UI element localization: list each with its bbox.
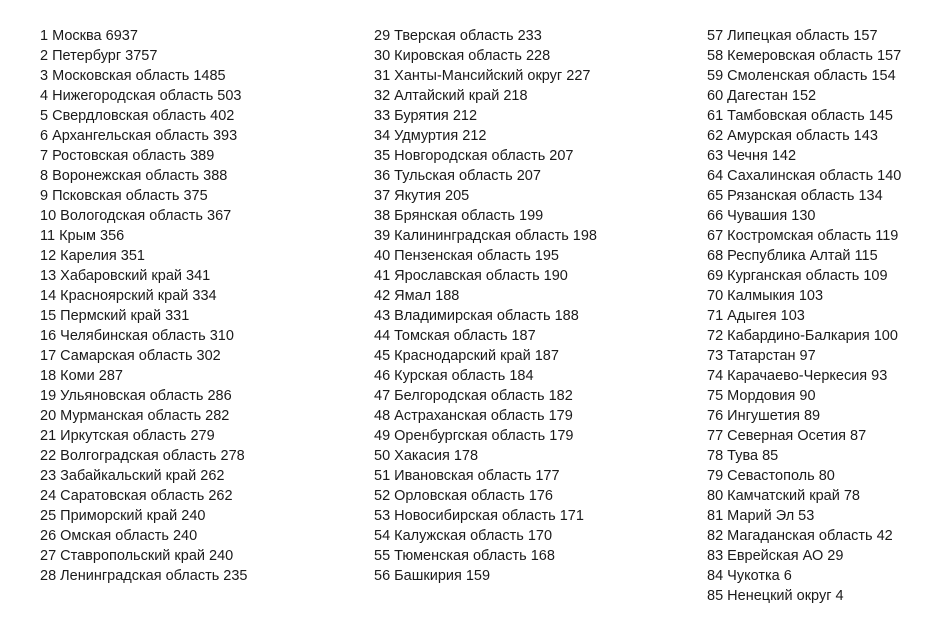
region-row: 78 Тува 85 [707, 448, 779, 464]
region-row: 21 Иркутская область 279 [40, 428, 215, 444]
region-row: 29 Тверская область 233 [374, 28, 542, 44]
region-row: 62 Амурская область 143 [707, 128, 878, 144]
region-row: 79 Севастополь 80 [707, 468, 835, 484]
region-row: 22 Волгоградская область 278 [40, 448, 245, 464]
region-row: 17 Самарская область 302 [40, 348, 221, 364]
region-row: 7 Ростовская область 389 [40, 148, 215, 164]
region-row: 59 Смоленская область 154 [707, 68, 896, 84]
region-row: 24 Саратовская область 262 [40, 488, 233, 504]
region-row: 57 Липецкая область 157 [707, 28, 878, 44]
region-row: 20 Мурманская область 282 [40, 408, 230, 424]
region-row: 77 Северная Осетия 87 [707, 428, 867, 444]
region-row: 85 Ненецкий округ 4 [707, 588, 844, 604]
region-row: 23 Забайкальский край 262 [40, 468, 225, 484]
region-row: 38 Брянская область 199 [374, 208, 544, 224]
region-row: 12 Карелия 351 [40, 248, 145, 264]
region-row: 76 Ингушетия 89 [707, 408, 821, 424]
region-row: 6 Архангельская область 393 [40, 128, 238, 144]
region-row: 32 Алтайский край 218 [374, 88, 528, 104]
region-row: 54 Калужская область 170 [374, 528, 553, 544]
region-row: 9 Псковская область 375 [40, 188, 208, 204]
region-row: 69 Курганская область 109 [707, 268, 888, 284]
region-row: 49 Оренбургская область 179 [374, 428, 574, 444]
region-row: 28 Ленинградская область 235 [40, 568, 248, 584]
region-row: 50 Хакасия 178 [374, 448, 479, 464]
region-row: 37 Якутия 205 [374, 188, 470, 204]
region-row: 74 Карачаево-Черкесия 93 [707, 368, 888, 384]
region-row: 14 Красноярский край 334 [40, 288, 217, 304]
region-row: 36 Тульская область 207 [374, 168, 541, 184]
region-row: 3 Московская область 1485 [40, 68, 226, 84]
region-row: 16 Челябинская область 310 [40, 328, 234, 344]
region-row: 46 Курская область 184 [374, 368, 534, 384]
region-row: 35 Новгородская область 207 [374, 148, 574, 164]
region-row: 18 Коми 287 [40, 368, 123, 384]
column-2 [374, 26, 597, 586]
region-row: 61 Тамбовская область 145 [707, 108, 893, 124]
column-3 [707, 26, 901, 606]
region-row: 75 Мордовия 90 [707, 388, 816, 404]
region-row: 47 Белгородская область 182 [374, 388, 573, 404]
region-row: 84 Чукотка 6 [707, 568, 792, 584]
region-row: 51 Ивановская область 177 [374, 468, 560, 484]
region-row: 39 Калининградская область 198 [374, 228, 597, 244]
region-row: 10 Вологодская область 367 [40, 208, 232, 224]
region-row: 48 Астраханская область 179 [374, 408, 573, 424]
region-row: 5 Свердловская область 402 [40, 108, 235, 124]
region-row: 26 Омская область 240 [40, 528, 198, 544]
region-row: 15 Пермский край 331 [40, 308, 190, 324]
region-row: 80 Камчатский край 78 [707, 488, 860, 504]
region-row: 25 Приморский край 240 [40, 508, 206, 524]
region-row: 52 Орловская область 176 [374, 488, 553, 504]
region-row: 42 Ямал 188 [374, 288, 460, 304]
region-row: 19 Ульяновская область 286 [40, 388, 232, 404]
region-row: 43 Владимирская область 188 [374, 308, 579, 324]
region-row: 73 Татарстан 97 [707, 348, 816, 364]
region-row: 11 Крым 356 [40, 228, 125, 244]
region-row: 70 Калмыкия 103 [707, 288, 824, 304]
region-row: 83 Еврейская АО 29 [707, 548, 844, 564]
region-row: 72 Кабардино-Балкария 100 [707, 328, 898, 344]
region-row: 30 Кировская область 228 [374, 48, 551, 64]
region-row: 2 Петербург 3757 [40, 48, 158, 64]
region-row: 4 Нижегородская область 503 [40, 88, 242, 104]
region-row: 41 Ярославская область 190 [374, 268, 568, 284]
region-row: 68 Республика Алтай 115 [707, 248, 878, 264]
region-row: 67 Костромская область 119 [707, 228, 899, 244]
region-row: 34 Удмуртия 212 [374, 128, 487, 144]
region-row: 40 Пензенская область 195 [374, 248, 559, 264]
region-row: 55 Тюменская область 168 [374, 548, 555, 564]
region-row: 8 Воронежская область 388 [40, 168, 228, 184]
region-row: 1 Москва 6937 [40, 28, 138, 44]
region-row: 81 Марий Эл 53 [707, 508, 815, 524]
region-row: 66 Чувашия 130 [707, 208, 816, 224]
region-row: 65 Рязанская область 134 [707, 188, 883, 204]
region-row: 82 Магаданская область 42 [707, 528, 893, 544]
region-row: 53 Новосибирская область 171 [374, 508, 584, 524]
column-1 [40, 26, 248, 586]
region-row: 45 Краснодарский край 187 [374, 348, 559, 364]
region-row: 31 Ханты-Мансийский округ 227 [374, 68, 591, 84]
region-row: 33 Бурятия 212 [374, 108, 478, 124]
region-row: 64 Сахалинская область 140 [707, 168, 902, 184]
region-row: 60 Дагестан 152 [707, 88, 817, 104]
region-row: 27 Ставропольский край 240 [40, 548, 234, 564]
region-row: 56 Башкирия 159 [374, 568, 491, 584]
region-row: 63 Чечня 142 [707, 148, 797, 164]
region-row: 71 Адыгея 103 [707, 308, 805, 324]
region-row: 58 Кемеровская область 157 [707, 48, 902, 64]
region-row: 44 Томская область 187 [374, 328, 536, 344]
region-row: 13 Хабаровский край 341 [40, 268, 211, 284]
